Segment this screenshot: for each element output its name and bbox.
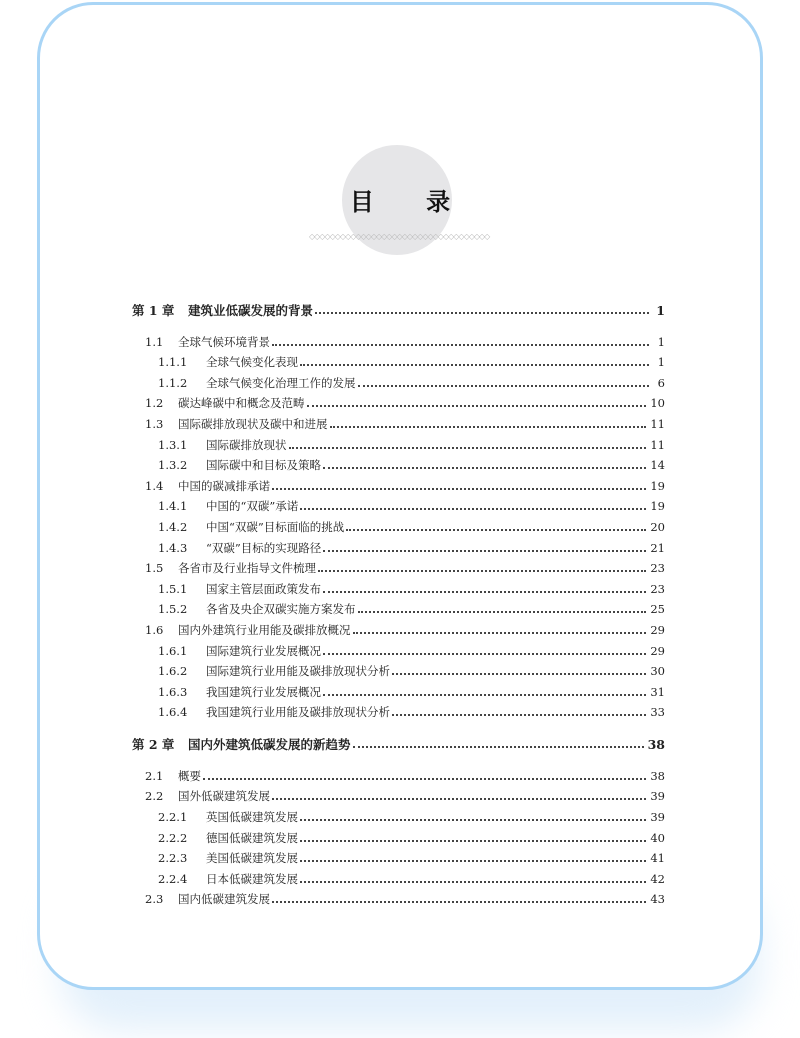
entry-page-number: 39 (650, 810, 665, 825)
entry-number: 1.1 (145, 334, 164, 349)
entry-title: 美国低碳建筑发展 (206, 851, 298, 866)
toc-section-entry[interactable] (132, 453, 665, 474)
entry-number: 2.2.3 (158, 851, 188, 866)
entry-title: 国际碳排放现状及碳中和进展 (178, 416, 328, 431)
entry-title: 国内低碳建筑发展 (178, 892, 270, 907)
entry-page-number: 29 (650, 643, 665, 658)
entry-title: 全球气候变化表现 (206, 355, 298, 370)
dot-leader (300, 364, 649, 366)
toc-section-entry[interactable] (132, 411, 665, 432)
entry-number: 1.3.2 (158, 458, 188, 473)
toc-section-entry[interactable] (132, 679, 665, 700)
entry-title: 各省及央企双碳实施方案发布 (206, 602, 356, 617)
entry-title: 英国低碳建筑发展 (206, 810, 298, 825)
entry-number: 1.4 (145, 478, 164, 493)
dot-leader (323, 467, 646, 469)
toc-section-entry[interactable] (132, 350, 665, 371)
entry-page-number: 20 (650, 519, 665, 534)
entry-page-number: 42 (650, 871, 665, 886)
entry-title: 我国建筑行业用能及碳排放现状分析 (206, 705, 390, 720)
entry-page-number: 6 (657, 375, 665, 390)
entry-number: 1.5.2 (158, 602, 188, 617)
entry-title: 概要 (178, 768, 201, 783)
dot-leader (318, 570, 646, 572)
toc-section-entry[interactable] (132, 329, 665, 350)
entry-title: 日本低碳建筑发展 (206, 871, 298, 886)
entry-page-number: 29 (650, 622, 665, 637)
entry-number: 1.6.3 (158, 684, 188, 699)
toc-section-entry[interactable] (132, 784, 665, 805)
dot-leader (346, 529, 646, 531)
entry-page-number: 41 (650, 851, 665, 866)
entry-page-number: 19 (650, 499, 665, 514)
table-of-contents (132, 298, 665, 907)
entry-page-number: 30 (650, 664, 665, 679)
toc-chapter-entry[interactable] (132, 732, 665, 752)
entry-number: 1.2 (145, 396, 164, 411)
entry-title: 国外低碳建筑发展 (178, 789, 270, 804)
toc-section-entry[interactable] (132, 432, 665, 453)
entry-number: 1.6.1 (158, 643, 188, 658)
entry-page-number: 10 (650, 396, 665, 411)
dot-leader (272, 344, 649, 346)
entry-number: 1.6 (145, 622, 164, 637)
toc-section-entry[interactable] (132, 370, 665, 391)
entry-number: 1.4.1 (158, 499, 188, 514)
dot-leader (307, 405, 647, 407)
toc-section-entry[interactable] (132, 638, 665, 659)
toc-section-entry[interactable] (132, 700, 665, 721)
dot-leader (272, 901, 646, 903)
entry-page-number: 23 (650, 581, 665, 596)
entry-page-number: 38 (650, 768, 665, 783)
entry-number: 2.2.4 (158, 871, 188, 886)
dot-leader (353, 632, 647, 634)
dot-leader (300, 840, 646, 842)
entry-title: 中国的碳减排承诺 (178, 478, 270, 493)
entry-page-number: 21 (650, 540, 665, 555)
entry-page-number: 11 (650, 416, 665, 431)
entry-page-number: 1 (656, 303, 665, 318)
entry-page-number: 43 (650, 892, 665, 907)
dot-leader (323, 550, 646, 552)
toc-section-entry[interactable] (132, 597, 665, 618)
entry-title: 碳达峰碳中和概念及范畴 (178, 396, 305, 411)
dot-leader (272, 488, 646, 490)
toc-section-entry[interactable] (132, 514, 665, 535)
entry-number: 2.3 (145, 892, 164, 907)
chapter-gap (132, 720, 665, 732)
dot-leader (300, 508, 646, 510)
toc-section-entry[interactable] (132, 617, 665, 638)
toc-section-entry[interactable] (132, 391, 665, 412)
dot-leader (392, 673, 646, 675)
entry-title: 国内外建筑行业用能及碳排放概况 (178, 622, 351, 637)
toc-section-entry[interactable] (132, 659, 665, 680)
entry-number: 1.1.2 (158, 375, 188, 390)
toc-section-entry[interactable] (132, 846, 665, 867)
entry-title: 国际建筑行业用能及碳排放现状分析 (206, 664, 390, 679)
entry-number: 2.2.2 (158, 830, 188, 845)
diamond-divider: ◇◇◇◇◇◇◇◇◇◇◇◇◇◇◇◇◇◇◇◇◇◇◇◇◇◇◇◇◇◇◇◇◇◇◇ (309, 233, 490, 241)
page-title: 目 录 (349, 187, 473, 216)
toc-section-entry[interactable] (132, 494, 665, 515)
entry-number: 1.3.1 (158, 437, 188, 452)
entry-title: 中国“双碳”目标面临的挑战 (206, 519, 345, 534)
entry-number: 2.1 (145, 768, 164, 783)
entry-page-number: 23 (650, 561, 665, 576)
dot-leader (323, 694, 646, 696)
dot-leader (300, 881, 646, 883)
toc-chapter-entry[interactable] (132, 298, 665, 318)
toc-section-entry[interactable] (132, 825, 665, 846)
entry-number: 第 1 章 (132, 303, 175, 318)
toc-section-entry[interactable] (132, 887, 665, 908)
entry-title: 国内外建筑低碳发展的新趋势 (188, 737, 351, 753)
entry-number: 1.1.1 (158, 355, 188, 370)
entry-page-number: 1 (657, 355, 665, 370)
entry-page-number: 38 (647, 737, 665, 753)
entry-title: 国际碳排放现状 (206, 437, 287, 452)
entry-number: 1.6.4 (158, 705, 188, 720)
entry-title: 全球气候变化治理工作的发展 (206, 375, 356, 390)
entry-title: 中国的“双碳”承诺 (206, 499, 299, 514)
dot-leader (272, 798, 646, 800)
entry-page-number: 31 (650, 684, 665, 699)
entry-title: 各省市及行业指导文件梳理 (178, 561, 316, 576)
dot-leader (353, 746, 644, 748)
entry-page-number: 1 (657, 334, 665, 349)
dot-leader (392, 714, 646, 716)
entry-page-number: 39 (650, 789, 665, 804)
dot-leader (330, 426, 647, 428)
entry-title: 国家主管层面政策发布 (206, 581, 321, 596)
toc-section-entry[interactable] (132, 866, 665, 887)
dot-leader (300, 819, 646, 821)
toc-section-entry[interactable] (132, 763, 665, 784)
toc-section-entry[interactable] (132, 473, 665, 494)
entry-number: 2.2.1 (158, 810, 188, 825)
toc-section-entry[interactable] (132, 804, 665, 825)
toc-section-entry[interactable] (132, 556, 665, 577)
entry-number: 1.6.2 (158, 664, 188, 679)
entry-title: “双碳”目标的实现路径 (206, 540, 322, 555)
entry-number: 1.5.1 (158, 581, 188, 596)
entry-number: 1.3 (145, 416, 164, 431)
dot-leader (300, 860, 646, 862)
entry-page-number: 25 (650, 602, 665, 617)
dot-leader (323, 591, 646, 593)
dot-leader (289, 447, 647, 449)
entry-number: 1.5 (145, 561, 164, 576)
dot-leader (323, 653, 646, 655)
entry-page-number: 19 (650, 478, 665, 493)
entry-page-number: 14 (650, 458, 665, 473)
entry-number: 1.4.3 (158, 540, 188, 555)
entry-number: 2.2 (145, 789, 164, 804)
entry-title: 德国低碳建筑发展 (206, 830, 298, 845)
dot-leader (358, 385, 650, 387)
entry-page-number: 33 (650, 705, 665, 720)
entry-number: 第 2 章 (132, 737, 175, 753)
entry-title: 国际建筑行业发展概况 (206, 643, 321, 658)
toc-section-entry[interactable] (132, 535, 665, 556)
dot-leader (358, 611, 647, 613)
entry-number: 1.4.2 (158, 519, 188, 534)
entry-page-number: 11 (650, 437, 665, 452)
toc-section-entry[interactable] (132, 576, 665, 597)
entry-title: 建筑业低碳发展的背景 (188, 303, 314, 318)
entry-page-number: 40 (650, 830, 665, 845)
entry-title: 全球气候环境背景 (178, 334, 270, 349)
dot-leader (203, 778, 646, 780)
entry-title: 国际碳中和目标及策略 (206, 458, 321, 473)
dot-leader (315, 312, 649, 314)
entry-title: 我国建筑行业发展概况 (206, 684, 321, 699)
